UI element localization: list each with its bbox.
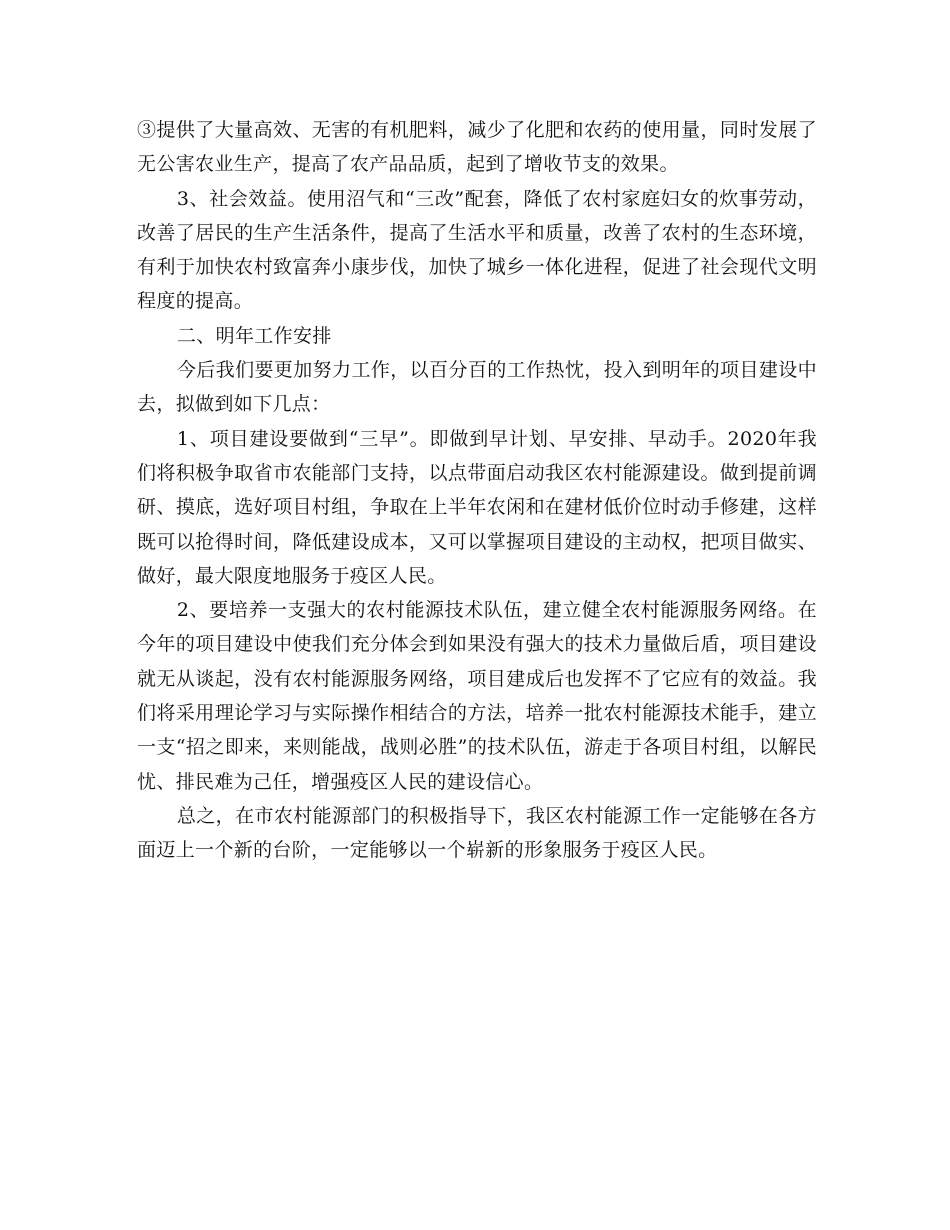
document-body: [137, 113, 817, 868]
paragraph-benefit-3: ③提供了大量高效、无害的有机肥料，减少了化肥和农药的使用量，同时发展了无公害农业生产，提高了农产品品质，起到了增收节支的效果。: [137, 119, 817, 176]
paragraph-social-benefit: 3、社会效益。使用沼气和“三改”配套，降低了农村家庭妇女的炊事劳动，改善了居民的生产生活条件，提高了生活水平和质量，改善了农村的生态环境，有利于加快农村致富奔小康步伐，加快了城乡一体化进程，促进了社会现代文明程度的提高。: [137, 187, 817, 313]
paragraph-plan-intro: 今后我们要更加努力工作，以百分百的工作热忱，投入到明年的项目建设中去，拟做到如下几点：: [137, 359, 817, 416]
paragraph-plan-item-1: 1、项目建设要做到“三早”。即做到早计划、早安排、早动手。2020年我们将积极争取省市农能部门支持，以点带面启动我区农村能源建设。做到提前调研、摸底，选好项目村组，争取在上半年农闲和在建材低价位时动手修建，这样既可以抢得时间，降低建设成本，又可以掌握项目建设的主动权，把项目做实、做好，最大限度地服务于疫区人民。: [137, 427, 817, 587]
paragraph-plan-item-2: 2、要培养一支强大的农村能源技术队伍，建立健全农村能源服务网络。在今年的项目建设中使我们充分体会到如果没有强大的技术力量做后盾，项目建设就无从谈起，没有农村能源服务网络，项目建成后也发挥不了它应有的效益。我们将采用理论学习与实际操作相结合的方法，培养一批农村能源技术能手，建立一支“招之即来，来则能战，战则必胜”的技术队伍，游走于各项目村组，以解民忧、排民难为己任，增强疫区人民的建设信心。: [137, 599, 817, 793]
paragraph-conclusion: 总之，在市农村能源部门的积极指导下，我区农村能源工作一定能够在各方面迈上一个新的台阶，一定能够以一个崭新的形象服务于疫区人民。: [137, 804, 817, 862]
section-heading-next-year-plan: 二、明年工作安排: [176, 324, 332, 347]
